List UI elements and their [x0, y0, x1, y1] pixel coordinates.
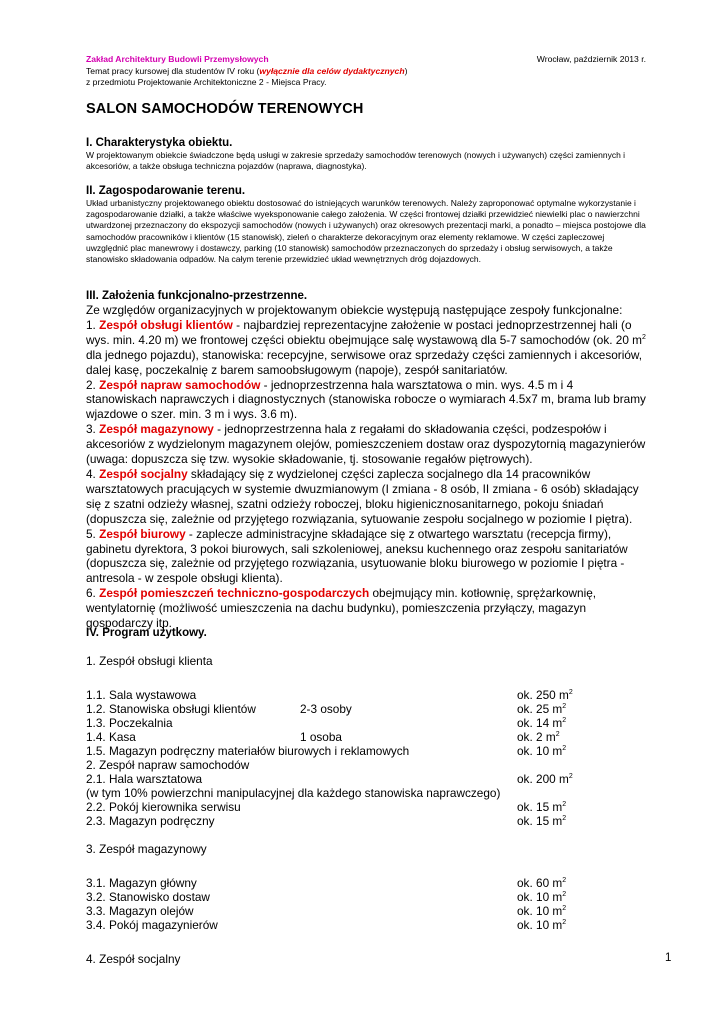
- area-value: ok. 200 m: [517, 772, 569, 786]
- functional-item-2: [86, 378, 646, 423]
- header-line-2-b: ): [404, 65, 408, 76]
- program-row: [86, 702, 646, 716]
- item-6-number: 6.: [86, 586, 100, 601]
- row-extra: 2-3 osoby: [300, 702, 352, 716]
- area-value: ok. 15 m: [517, 800, 563, 814]
- program-row: [86, 918, 646, 932]
- institution-name: Zakład Architektury Budowli Przemysłowych: [86, 54, 269, 64]
- item-3-text: - jednoprzestrzenna hala z regałami do składowania części, podzespołów i akcesoriów z wydzielonym magazynem olejów, pomieszczeniem dostaw oraz dyspozytornią magazynierów (uwaga: dopuszcza się tzw. wysokie składowanie, tj. stosowanie regałów piętrowych).: [86, 422, 646, 467]
- area-unit-sup: 2: [562, 877, 567, 885]
- section-2: [86, 184, 646, 265]
- item-1-text-b: dla jednego pojazdu), stanowiska: recepcyjne, serwisowe oraz sprzedaży części zamiennych i akcesoriów, dalej kasę, poczekalnię z barem samoobsługowym (napoje), zespół sanitariatów.: [86, 347, 643, 377]
- area-value: ok. 250 m: [517, 688, 569, 702]
- group-1-title: 1. Zespół obsługi klienta: [86, 654, 213, 668]
- section-3-heading: III. Założenia funkcjonalno-przestrzenne.: [86, 290, 308, 302]
- header-line-2-a: Temat pracy kursowej dla studentów IV roku (: [86, 65, 260, 76]
- section-4-heading-block: [86, 626, 646, 640]
- program-row: [86, 876, 646, 890]
- section-3: [86, 289, 646, 631]
- item-1-sup: 2: [642, 333, 646, 341]
- section-3-intro: Ze względów organizacyjnych w projektowanym obiekcie występują następujące zespoły funkcjonalne:: [86, 303, 623, 317]
- header-date: Wrocław, październik 2013 r.: [536, 54, 646, 64]
- program-row: [86, 904, 646, 918]
- group-4-title: 4. Zespół socjalny: [86, 952, 181, 966]
- item-6-name: Zespół pomieszczeń techniczno-gospodarczych: [99, 586, 370, 601]
- row-name: 3.1. Magazyn główny: [86, 876, 197, 890]
- row-name: 2.3. Magazyn podręczny: [86, 814, 215, 828]
- row-name: 1.3. Poczekalnia: [86, 716, 173, 730]
- program-row: [86, 744, 646, 758]
- row-name: 1.4. Kasa: [86, 730, 136, 744]
- functional-item-5: [86, 527, 646, 587]
- item-1-number: 1.: [86, 317, 100, 332]
- item-1-name: Zespół obsługi klientów: [99, 317, 233, 332]
- area-unit-sup: 2: [562, 717, 567, 725]
- row-area: [517, 890, 566, 904]
- row-extra: 1 osoba: [300, 730, 342, 744]
- row-note: (w tym 10% powierzchni manipulacyjnej dla każdego stanowiska naprawczego): [86, 786, 501, 800]
- row-area: [517, 744, 566, 758]
- program-row: [86, 890, 646, 904]
- row-name: 3.2. Stanowisko dostaw: [86, 890, 210, 904]
- area-unit-sup: 2: [562, 905, 567, 913]
- item-2-number: 2.: [86, 377, 100, 392]
- area-unit-sup: 2: [562, 891, 567, 899]
- area-unit-sup: 2: [568, 689, 573, 697]
- row-area: [517, 716, 566, 730]
- area-value: ok. 2 m: [517, 730, 556, 744]
- page-header: [86, 54, 646, 89]
- row-name: 1.1. Sala wystawowa: [86, 688, 197, 702]
- header-line-2-red: wyłącznie dla celów dydaktycznych: [259, 65, 405, 76]
- program-row: [86, 730, 646, 744]
- header-line-3: z przedmiotu Projektowanie Architektoniczne 2 - Miejsca Pracy.: [86, 77, 327, 87]
- row-area: [517, 876, 566, 890]
- area-unit-sup: 2: [562, 815, 567, 823]
- row-area: [517, 800, 566, 814]
- row-name: 3.4. Pokój magazynierów: [86, 918, 218, 932]
- program-row: [86, 716, 646, 730]
- area-value: ok. 60 m: [517, 876, 563, 890]
- section-2-heading: II. Zagospodarowanie terenu.: [86, 185, 246, 197]
- row-area: [517, 814, 566, 828]
- area-value: ok. 10 m: [517, 918, 563, 932]
- row-area: [517, 918, 566, 932]
- section-2-text: Układ urbanistyczny projektowanego obiektu dostosować do istniejących warunków terenowych. Należy zaproponować optymalne wykorzystanie i zagospodarowanie działki, a także właściwe wyeksponowanie całego założenia. W części frontowej działki przewidzieć niewielki plac o nawierzchni utwardzonej przeznaczony do ekspozycji samochodów (nowych i używanych) oraz okresowych prezentacji marki, a ponadto – miejsca postojowe dla samochodów pracowników i klientów (15 stanowisk), zieleń o charakterze dekoracyjnym oraz elementy reklamowe. W części zapleczowej uwzględnić plac manewrowy i dostawczy, parking (10 stanowisk) samochodów przeznaczonych do sprzedaży i obsług serwisowych, a także stanowisko składowania odpadów. Na całym terenie przewidzieć układ wewnętrznych dróg dojazdowych.: [86, 198, 646, 265]
- section-1-text: W projektowanym obiekcie świadczone będą usługi w zakresie sprzedaży samochodów terenowych (nowych i używanych) części zamiennych i akcesoriów, a także obsługa techniczna pojazdów (naprawa, diagnostyka).: [86, 150, 626, 172]
- item-2-text: - jednoprzestrzenna hala warsztatowa o min. wys. 4.5 m i 4 stanowiskach naprawczych i diagnostycznych (stanowiska robocze o wymiarach 4.5x7 m, brama lub bramy wjazdowe o szer. min. 3 m i wys. 3.6 m).: [86, 377, 646, 422]
- area-value: ok. 10 m: [517, 904, 563, 918]
- area-value: ok. 15 m: [517, 814, 563, 828]
- row-name: 2.1. Hala warsztatowa: [86, 772, 203, 786]
- area-unit-sup: 2: [562, 703, 567, 711]
- area-unit-sup: 2: [562, 919, 567, 927]
- functional-item-4: [86, 467, 646, 527]
- row-area: [517, 772, 573, 786]
- page-number: 1: [665, 952, 672, 964]
- area-unit-sup: 2: [562, 801, 567, 809]
- item-5-name: Zespół biurowy: [99, 526, 186, 541]
- item-4-text: składający się z wydzielonej części zaplecza socjalnego dla 14 pracowników warsztatowych pracujących w systemie dwuzmianowym (I zmiana - 8 osób, II zmiana - 6 osób) składający się z szatni odzieży własnej, szatni odzieży roboczej, bloku higienicznosanitarnego, pokoju śniadań (dopuszcza się, zależnie od przyjętego rozwiązania, sytuowanie zespołu socjalnego w poziomie I piętra).: [86, 466, 639, 526]
- row-name: 2.2. Pokój kierownika serwisu: [86, 800, 241, 814]
- item-4-name: Zespół socjalny: [99, 466, 188, 481]
- row-area: [517, 688, 573, 702]
- functional-item-6: [86, 586, 646, 631]
- program-row: [86, 772, 646, 786]
- item-1-text-a: - najbardziej reprezentacyjne założenie w postaci jednoprzestrzennej hali (o wys. min. 4.20 m) we frontowej części obiektu obejmujące salę wystawową dla 5-7 samochodów (ok. 20 m: [86, 317, 643, 347]
- area-value: ok. 14 m: [517, 716, 563, 730]
- functional-item-1: [86, 318, 646, 378]
- program-row: [86, 814, 646, 828]
- item-4-number: 4.: [86, 466, 100, 481]
- area-value: ok. 10 m: [517, 744, 563, 758]
- area-unit-sup: 2: [568, 773, 573, 781]
- item-2-name: Zespół napraw samochodów: [99, 377, 261, 392]
- functional-item-3: [86, 422, 646, 467]
- program-table: [86, 654, 646, 966]
- section-4-heading: IV. Program użytkowy.: [86, 627, 207, 639]
- area-unit-sup: 2: [562, 745, 567, 753]
- program-row: [86, 688, 646, 702]
- row-name: 3.3. Magazyn olejów: [86, 904, 194, 918]
- area-unit-sup: 2: [555, 731, 560, 739]
- group-2-title: 2. Zespół napraw samochodów: [86, 758, 250, 772]
- program-row: [86, 800, 646, 814]
- row-area: [517, 904, 566, 918]
- area-value: ok. 25 m: [517, 702, 563, 716]
- document-title: SALON SAMOCHODÓW TERENOWYCH: [86, 101, 364, 117]
- item-3-name: Zespół magazynowy: [99, 422, 214, 437]
- section-1: [86, 136, 646, 172]
- row-name: 1.5. Magazyn podręczny materiałów biurowych i reklamowych: [86, 744, 410, 758]
- item-3-number: 3.: [86, 422, 100, 437]
- section-1-heading: I. Charakterystyka obiektu.: [86, 137, 233, 149]
- item-5-text: - zaplecze administracyjne składające się z otwartego warsztatu (recepcja firmy), gabinetu dyrektora, 3 pokoi biurowych, sali szkoleniowej, aneksu kuchennego oraz zespołu sanitariatów (dopuszcza się, zależnie od przyjętego rozwiązania, usytuowanie bloku biurowego w poziomie I piętra - antresola - w zespole obsługi klienta).: [86, 526, 628, 586]
- row-area: [517, 702, 566, 716]
- row-area: [517, 730, 560, 744]
- group-3-title: 3. Zespół magazynowy: [86, 842, 207, 856]
- row-name: 1.2. Stanowiska obsługi klientów: [86, 702, 256, 716]
- item-5-number: 5.: [86, 526, 100, 541]
- area-value: ok. 10 m: [517, 890, 563, 904]
- header-line-2: [86, 66, 646, 78]
- item-6-text: obejmujący min. kotłownię, sprężarkownię, wentylatornię (możliwość umieszczenia na dachu budynku), pomieszczenia przyłączy, magazyn gospodarczy itp.: [86, 586, 597, 631]
